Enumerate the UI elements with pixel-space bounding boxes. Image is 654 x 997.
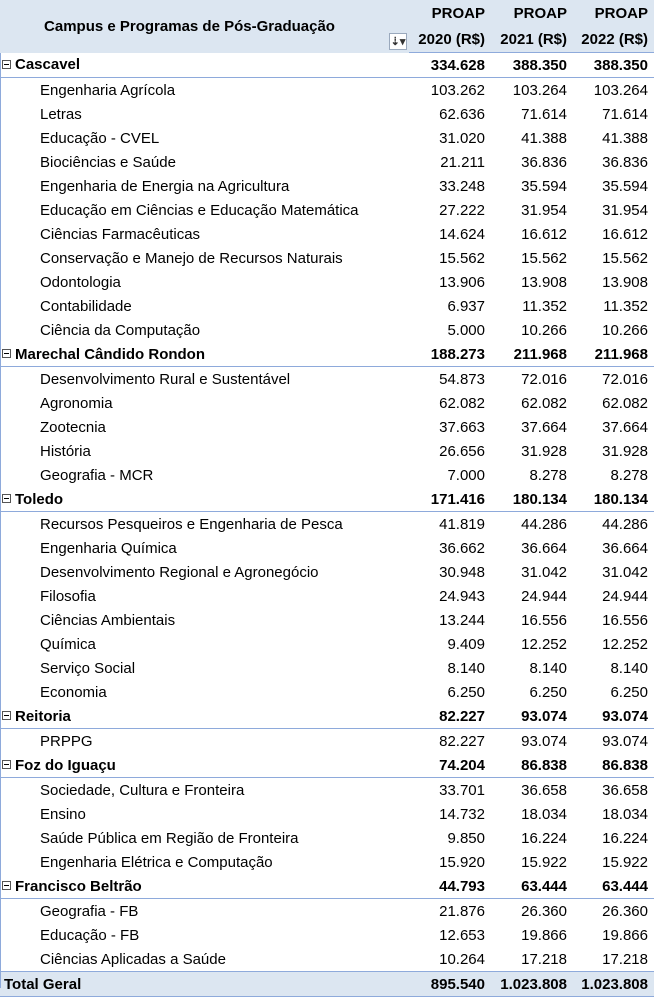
program-value-cell: 12.653 [439,926,485,944]
program-name-cell: História [40,442,91,460]
group-row [0,704,654,729]
program-row [0,126,654,150]
program-value-cell: 103.264 [512,81,567,99]
program-value-cell: 103.264 [593,81,648,99]
group-value-cell: 334.628 [409,53,491,78]
program-row [0,102,654,126]
program-name-cell: Geografia - FB [40,902,139,920]
program-value-cell: 33.701 [439,781,485,799]
program-value-cell: 62.082 [439,394,485,412]
program-name-cell: Ensino [40,805,86,823]
program-value-cell: 16.556 [521,611,567,629]
program-name-cell: Desenvolvimento Regional e Agronegócio [40,563,319,581]
program-value-cell: 16.224 [602,829,648,847]
grand-total-label: Total Geral [0,972,409,997]
program-value-cell: 72.016 [602,370,648,388]
program-row [0,150,654,174]
group-value-cell: 86.838 [491,753,573,778]
col-header-2022-line1: PROAP [573,0,654,26]
program-value-cell: 24.943 [439,587,485,605]
program-name-cell: Engenharia Química [40,539,177,557]
program-row [0,632,654,656]
program-value-cell: 36.836 [521,153,567,171]
program-name-cell: Saúde Pública em Região de Fronteira [40,829,299,847]
program-value-cell: 16.612 [521,225,567,243]
program-value-cell: 11.352 [522,297,567,315]
program-name-cell: Ciências Ambientais [40,611,176,629]
group-value-cell: 93.074 [573,704,654,729]
program-value-cell: 12.252 [521,635,567,653]
group-value-cell: 82.227 [409,704,491,729]
program-name-cell: Letras [40,105,82,123]
program-value-cell: 13.244 [439,611,485,629]
program-value-cell: 17.218 [602,950,648,968]
row-labels-header[interactable] [0,0,409,53]
group-name-cell [0,753,409,778]
program-value-cell: 15.562 [439,249,485,267]
program-value-cell: 36.836 [602,153,648,171]
program-row [0,729,654,754]
program-name-cell: Desenvolvimento Rural e Sustentável [40,370,291,388]
program-value-cell: 37.664 [602,418,648,436]
program-value-cell: 8.140 [610,659,648,677]
program-row [0,270,654,294]
program-name-cell: Odontologia [40,273,121,291]
program-row [0,222,654,246]
program-name-cell: Engenharia Agrícola [40,81,176,99]
program-value-cell: 37.663 [439,418,485,436]
program-value-cell: 93.074 [602,732,648,750]
program-value-cell: 9.850 [447,829,485,847]
program-value-cell: 36.662 [439,539,485,557]
program-name-cell: Ciências Farmacêuticas [40,225,201,243]
program-name-cell: Química [40,635,96,653]
group-label: Foz do Iguaçu [15,756,116,774]
group-name-cell [0,53,409,78]
program-value-cell: 8.140 [529,659,567,677]
program-row [0,463,654,487]
group-value-cell: 388.350 [573,53,654,78]
program-value-cell: 15.562 [521,249,567,267]
program-value-cell: 13.906 [439,273,485,291]
program-value-cell: 27.222 [439,201,485,219]
collapse-toggle-icon[interactable] [2,494,11,503]
program-value-cell: 62.636 [439,105,485,123]
program-value-cell: 13.908 [602,273,648,291]
program-value-cell: 30.948 [439,563,485,581]
program-value-cell: 44.286 [521,515,567,533]
program-value-cell: 9.409 [447,635,485,653]
program-value-cell: 6.250 [447,683,485,701]
program-value-cell: 54.873 [439,370,485,388]
program-value-cell: 6.937 [447,297,485,315]
group-label: Reitoria [15,707,71,725]
group-value-cell: 180.134 [491,487,573,512]
group-value-cell: 93.074 [491,704,573,729]
table-header [0,0,654,53]
sort-filter-icon[interactable]: ⇣▾ [389,33,407,50]
group-row [0,874,654,899]
program-name-cell: PRPPG [40,732,93,750]
program-value-cell: 36.664 [602,539,648,557]
group-name-cell [0,874,409,899]
program-row [0,850,654,874]
program-name-cell: Serviço Social [40,659,136,677]
program-value-cell: 24.944 [521,587,567,605]
program-value-cell: 26.360 [521,902,567,920]
program-value-cell: 21.876 [439,902,485,920]
program-row [0,584,654,608]
program-row [0,560,654,584]
program-value-cell: 62.082 [521,394,567,412]
program-value-cell: 26.360 [602,902,648,920]
program-value-cell: 10.264 [439,950,485,968]
program-value-cell: 36.664 [521,539,567,557]
program-name-cell: Educação - CVEL [40,129,160,147]
group-value-cell: 171.416 [409,487,491,512]
program-row [0,415,654,439]
program-value-cell: 41.388 [602,129,648,147]
program-value-cell: 71.614 [602,105,648,123]
program-value-cell: 41.388 [521,129,567,147]
col-header-2020-line2: 2020 (R$) [409,26,491,53]
program-value-cell: 31.954 [602,201,648,219]
program-value-cell: 16.556 [602,611,648,629]
program-row [0,536,654,560]
program-name-cell: Recursos Pesqueiros e Engenharia de Pesca [40,515,343,533]
grand-total-value-cell: 1.023.808 [573,972,654,997]
grand-total-row [0,972,654,997]
program-name-cell: Zootecnia [40,418,106,436]
program-value-cell: 72.016 [521,370,567,388]
group-value-cell: 86.838 [573,753,654,778]
program-value-cell: 33.248 [439,177,485,195]
program-value-cell: 71.614 [521,105,567,123]
program-row [0,198,654,222]
program-name-cell: Contabilidade [40,297,132,315]
program-row [0,512,654,537]
program-value-cell: 37.664 [521,418,567,436]
group-value-cell: 388.350 [491,53,573,78]
program-value-cell: 15.922 [521,853,567,871]
program-row [0,656,654,680]
program-row [0,899,654,924]
program-value-cell: 19.866 [521,926,567,944]
group-name-cell [0,487,409,512]
group-value-cell: 74.204 [409,753,491,778]
program-value-cell: 10.266 [602,321,648,339]
program-name-cell: Economia [40,683,107,701]
program-value-cell: 41.819 [439,515,485,533]
program-row [0,318,654,342]
program-value-cell: 31.928 [602,442,648,460]
program-name-cell: Engenharia de Energia na Agricultura [40,177,290,195]
collapse-toggle-icon[interactable] [2,60,11,69]
program-name-cell: Filosofia [40,587,96,605]
program-name-cell: Educação em Ciências e Educação Matemática [40,201,359,219]
program-row [0,294,654,318]
program-row [0,947,654,972]
program-value-cell: 15.922 [602,853,648,871]
program-row [0,367,654,392]
group-value-cell: 44.793 [409,874,491,899]
program-value-cell: 36.658 [602,781,648,799]
group-value-cell: 211.968 [573,342,654,367]
program-name-cell: Biociências e Saúde [40,153,176,171]
program-name-cell: Agronomia [40,394,113,412]
program-row [0,78,654,103]
group-row [0,53,654,78]
program-row [0,608,654,632]
col-header-2021-line2: 2021 (R$) [491,26,573,53]
table-body [0,53,654,997]
program-value-cell: 10.266 [521,321,567,339]
program-row [0,802,654,826]
group-value-cell: 188.273 [409,342,491,367]
program-value-cell: 18.034 [521,805,567,823]
program-name-cell: Sociedade, Cultura e Fronteira [40,781,245,799]
program-value-cell: 44.286 [602,515,648,533]
program-value-cell: 11.352 [603,297,648,315]
program-row [0,778,654,803]
program-value-cell: 13.908 [521,273,567,291]
program-value-cell: 12.252 [602,635,648,653]
group-row [0,487,654,512]
program-value-cell: 16.224 [521,829,567,847]
program-value-cell: 103.262 [430,81,485,99]
group-name-cell [0,342,409,367]
grand-total-value-cell: 1.023.808 [491,972,573,997]
program-row [0,391,654,415]
program-name-cell: Geografia - MCR [40,466,154,484]
group-row [0,342,654,367]
program-value-cell: 6.250 [610,683,648,701]
program-value-cell: 15.920 [439,853,485,871]
group-value-cell: 63.444 [573,874,654,899]
program-row [0,246,654,270]
collapse-toggle-icon[interactable] [2,881,11,890]
program-value-cell: 8.278 [610,466,648,484]
program-value-cell: 17.218 [521,950,567,968]
collapse-toggle-icon[interactable] [2,711,11,720]
row-labels-title: Campus e Programas de Pós-Graduação [44,17,335,35]
program-row [0,174,654,198]
col-header-2022-line2: 2022 (R$) [573,26,654,53]
col-header-2021-line1: PROAP [491,0,573,26]
group-row [0,753,654,778]
program-value-cell: 31.928 [521,442,567,460]
program-value-cell: 26.656 [439,442,485,460]
collapse-toggle-icon[interactable] [2,349,11,358]
program-name-cell: Conservação e Manejo de Recursos Naturais [40,249,343,267]
program-value-cell: 93.074 [521,732,567,750]
program-value-cell: 21.211 [440,153,485,171]
program-value-cell: 8.140 [447,659,485,677]
program-value-cell: 14.732 [439,805,485,823]
program-name-cell: Ciências Aplicadas a Saúde [40,950,226,968]
program-value-cell: 6.250 [529,683,567,701]
program-value-cell: 15.562 [602,249,648,267]
program-value-cell: 31.042 [521,563,567,581]
group-label: Cascavel [15,56,81,74]
program-value-cell: 14.624 [439,225,485,243]
group-label: Marechal Cândido Rondon [15,345,206,363]
group-label: Francisco Beltrão [15,877,142,895]
program-row [0,439,654,463]
program-value-cell: 19.866 [602,926,648,944]
program-row [0,680,654,704]
group-name-cell [0,704,409,729]
program-row [0,826,654,850]
program-name-cell: Educação - FB [40,926,140,944]
group-label: Toledo [15,490,64,508]
group-value-cell: 63.444 [491,874,573,899]
program-value-cell: 36.658 [521,781,567,799]
program-value-cell: 62.082 [602,394,648,412]
col-header-2020-line1: PROAP [409,0,491,26]
program-value-cell: 35.594 [602,177,648,195]
grand-total-value-cell: 895.540 [409,972,491,997]
program-value-cell: 7.000 [447,466,485,484]
program-value-cell: 31.020 [439,129,485,147]
program-value-cell: 8.278 [529,466,567,484]
table-left-border [0,52,1,988]
program-value-cell: 82.227 [439,732,485,750]
program-name-cell: Ciência da Computação [40,321,201,339]
group-value-cell: 180.134 [573,487,654,512]
group-value-cell: 211.968 [491,342,573,367]
program-value-cell: 31.954 [521,201,567,219]
collapse-toggle-icon[interactable] [2,760,11,769]
program-name-cell: Engenharia Elétrica e Computação [40,853,273,871]
program-value-cell: 31.042 [602,563,648,581]
program-value-cell: 24.944 [602,587,648,605]
program-row [0,923,654,947]
program-value-cell: 18.034 [602,805,648,823]
program-value-cell: 5.000 [447,321,485,339]
program-value-cell: 16.612 [602,225,648,243]
program-value-cell: 35.594 [521,177,567,195]
